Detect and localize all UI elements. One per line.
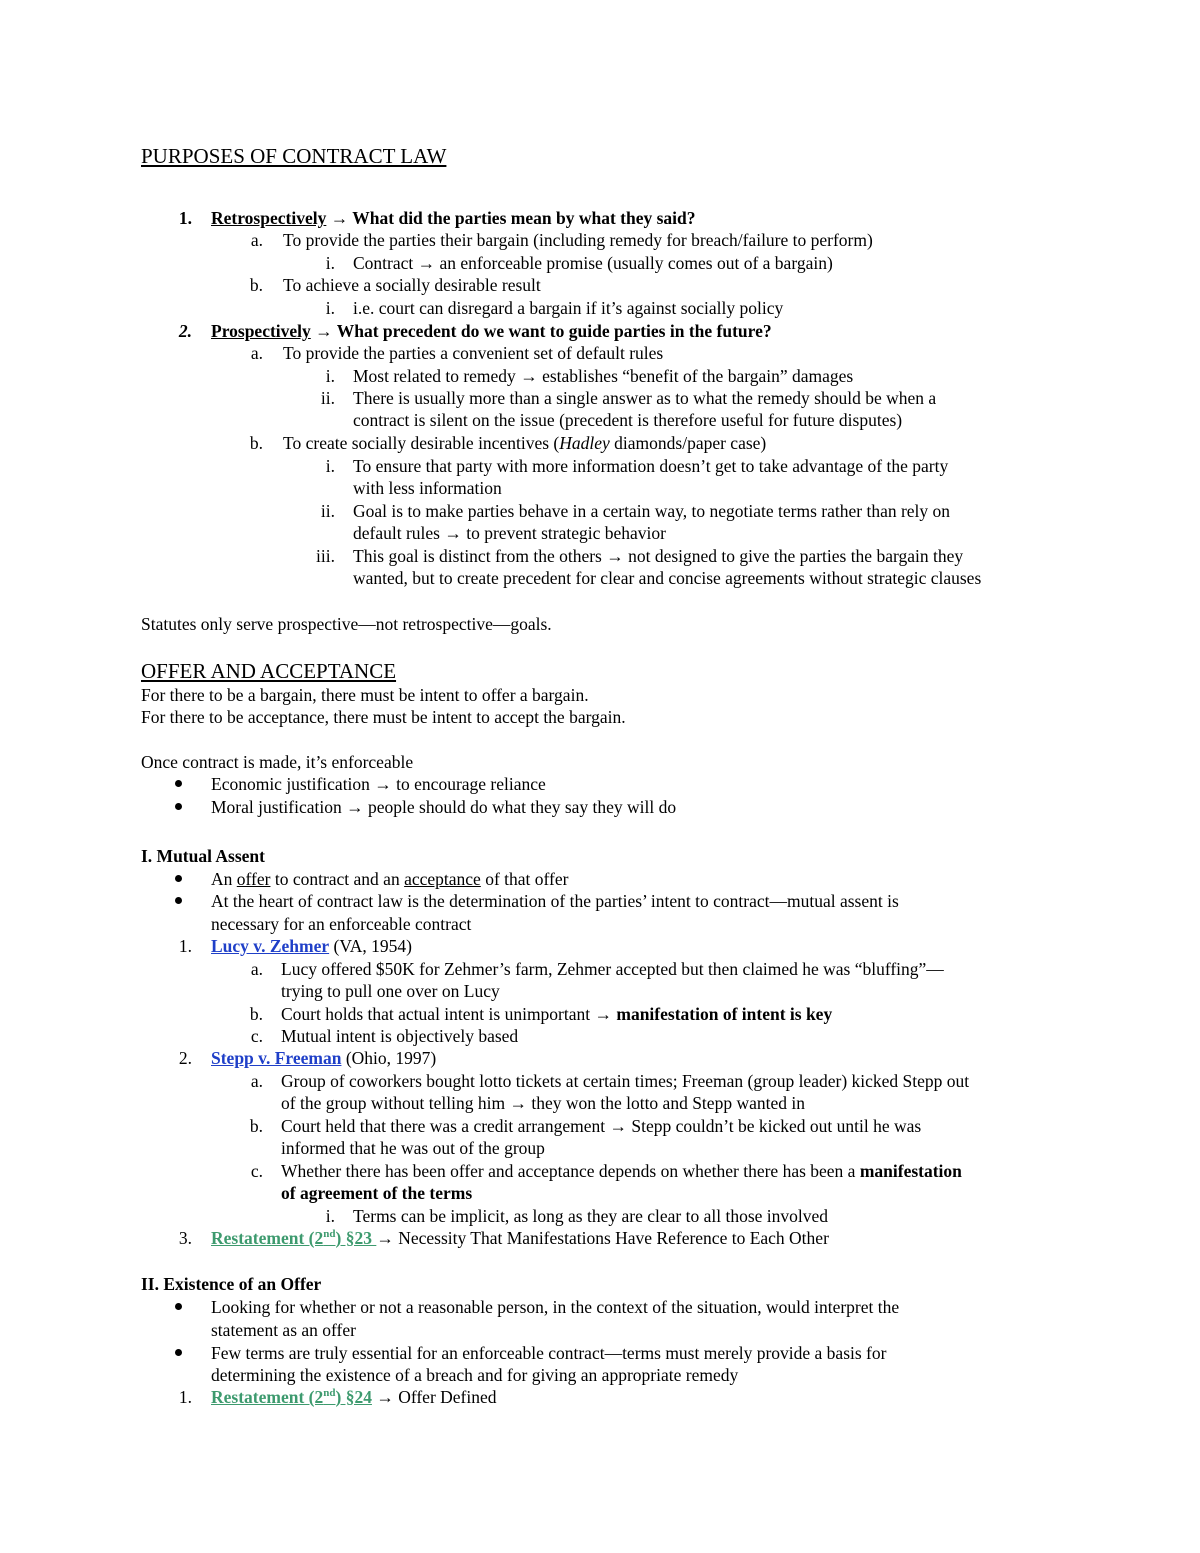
list-item: To provide the parties a convenient set of default rules bbox=[283, 343, 664, 363]
arrow-icon: → bbox=[315, 321, 333, 341]
arrow-icon: → bbox=[594, 1004, 612, 1024]
list-letter: b. bbox=[249, 1116, 263, 1136]
list-roman: i. bbox=[325, 1206, 335, 1226]
section-title-offer-acceptance: OFFER AND ACCEPTANCE bbox=[141, 659, 397, 683]
retrospective-heading: Retrospectively → What did the parties mean by what they said? bbox=[211, 208, 696, 228]
list-item: To provide the parties their bargain (including remedy for breach/failure to perform) bbox=[283, 230, 873, 250]
list-item: Mutual intent is objectively based bbox=[281, 1026, 519, 1046]
arrow-icon: → bbox=[376, 1387, 394, 1407]
bullet-item: An offer to contract and an acceptance of that offer bbox=[211, 869, 569, 889]
restatement-entry: Restatement (2nd) §24 → Offer Defined bbox=[211, 1387, 497, 1407]
list-roman: i. bbox=[325, 253, 335, 273]
list-roman: ii. bbox=[320, 501, 335, 521]
statutes-note: Statutes only serve prospective—not retrospective—goals. bbox=[141, 614, 552, 634]
arrow-icon: → bbox=[606, 546, 624, 566]
paragraph: Once contract is made, it’s enforceable bbox=[141, 752, 414, 772]
section-title-purposes: PURPOSES OF CONTRACT LAW bbox=[141, 144, 447, 168]
bullet-item-continued: determining the existence of a breach and for giving an appropriate remedy bbox=[211, 1365, 739, 1385]
list-roman: i. bbox=[325, 456, 335, 476]
list-letter: c. bbox=[250, 1026, 263, 1046]
arrow-icon: → bbox=[346, 797, 364, 817]
list-letter: a. bbox=[250, 230, 263, 250]
bullet-icon bbox=[175, 875, 182, 882]
list-item: Goal is to make parties behave in a certain way, to negotiate terms rather than rely on bbox=[353, 501, 951, 521]
list-letter: b. bbox=[249, 275, 263, 295]
list-item-continued: informed that he was out of the group bbox=[281, 1138, 545, 1158]
list-item: There is usually more than a single answer as to what the remedy should be when a bbox=[353, 388, 937, 408]
arrow-icon: → bbox=[609, 1116, 627, 1136]
case-entry: Lucy v. Zehmer (VA, 1954) bbox=[211, 936, 412, 956]
case-entry: Stepp v. Freeman (Ohio, 1997) bbox=[211, 1048, 437, 1068]
list-roman: iii. bbox=[316, 546, 335, 566]
list-item-continued: contract is silent on the issue (precedent is therefore useful for future disputes) bbox=[353, 410, 903, 430]
list-item: Court holds that actual intent is unimportant → manifestation of intent is key bbox=[281, 1004, 833, 1024]
bullet-item: Looking for whether or not a reasonable person, in the context of the situation, would interpret the bbox=[211, 1297, 900, 1317]
list-number: 1. bbox=[178, 208, 192, 228]
restatement-entry: Restatement (2nd) §23 → Necessity That Manifestations Have Reference to Each Other bbox=[211, 1228, 829, 1248]
list-item: Lucy offered $50K for Zehmer’s farm, Zehmer accepted but then claimed he was “bluffing”— bbox=[281, 959, 944, 979]
bullet-item: Economic justification → to encourage reliance bbox=[211, 774, 546, 794]
subsection-title-mutual-assent: I. Mutual Assent bbox=[141, 846, 265, 866]
list-letter: c. bbox=[250, 1161, 263, 1181]
subsection-title-existence-of-offer: II. Existence of an Offer bbox=[141, 1274, 322, 1294]
arrow-icon: → bbox=[509, 1093, 527, 1113]
list-item: Terms can be implicit, as long as they are clear to all those involved bbox=[353, 1206, 829, 1226]
list-item: i.e. court can disregard a bargain if it’s against socially policy bbox=[353, 298, 784, 318]
arrow-icon: → bbox=[444, 523, 462, 543]
arrow-icon: → bbox=[376, 1228, 394, 1248]
list-item: Court held that there was a credit arrangement → Stepp couldn’t be kicked out until he was bbox=[281, 1116, 922, 1136]
arrow-icon: → bbox=[417, 253, 436, 273]
list-item-continued: wanted, but to create precedent for clear and concise agreements without strategic clauses bbox=[353, 568, 982, 588]
bullet-item-continued: necessary for an enforceable contract bbox=[211, 914, 472, 934]
bullet-icon bbox=[175, 897, 182, 904]
arrow-icon: → bbox=[330, 208, 349, 228]
list-roman: ii. bbox=[320, 388, 335, 408]
list-roman: i. bbox=[325, 298, 335, 318]
list-number: 1. bbox=[178, 936, 192, 956]
restatement-link-23[interactable]: Restatement (2nd) §23 bbox=[211, 1228, 377, 1248]
list-item: To ensure that party with more information doesn’t get to take advantage of the party bbox=[353, 456, 949, 476]
list-number: 2. bbox=[178, 321, 192, 341]
case-link-stepp-v-freeman[interactable]: Stepp v. Freeman bbox=[211, 1048, 342, 1068]
list-item: This goal is distinct from the others → not designed to give the parties the bargain they bbox=[353, 546, 964, 566]
paragraph: For there to be acceptance, there must be intent to accept the bargain. bbox=[141, 707, 626, 727]
bullet-item: Moral justification → people should do what they say they will do bbox=[211, 797, 677, 817]
restatement-link-24[interactable]: Restatement (2nd) §24 bbox=[211, 1387, 372, 1407]
list-item: Contract → an enforceable promise (usually comes out of a bargain) bbox=[353, 253, 833, 273]
list-letter: a. bbox=[250, 959, 263, 979]
bullet-item: At the heart of contract law is the determination of the parties’ intent to contract—mutual assent is bbox=[211, 891, 899, 911]
list-letter: b. bbox=[249, 433, 263, 453]
bullet-item: Few terms are truly essential for an enforceable contract—terms must merely provide a basis for bbox=[211, 1343, 887, 1363]
list-item-continued: of agreement of the terms bbox=[281, 1183, 473, 1203]
list-item: Group of coworkers bought lotto tickets at certain times; Freeman (group leader) kicked Stepp out bbox=[281, 1071, 970, 1091]
list-item: Whether there has been offer and acceptance depends on whether there has been a manifestation bbox=[281, 1161, 962, 1181]
bullet-icon bbox=[175, 780, 182, 787]
paragraph: For there to be a bargain, there must be intent to offer a bargain. bbox=[141, 685, 589, 705]
list-item: Most related to remedy → establishes “benefit of the bargain” damages bbox=[353, 366, 854, 386]
list-number: 3. bbox=[178, 1228, 192, 1248]
list-number: 2. bbox=[178, 1048, 192, 1068]
list-item-continued: with less information bbox=[353, 478, 502, 498]
bullet-item-continued: statement as an offer bbox=[211, 1320, 356, 1340]
list-number: 1. bbox=[178, 1387, 192, 1407]
list-item-continued: trying to pull one over on Lucy bbox=[281, 981, 500, 1001]
list-roman: i. bbox=[325, 366, 335, 386]
list-item-continued: default rules → to prevent strategic behavior bbox=[353, 523, 666, 543]
bullet-icon bbox=[175, 1349, 182, 1356]
arrow-icon: → bbox=[374, 774, 392, 794]
arrow-icon: → bbox=[520, 366, 538, 386]
case-link-lucy-v-zehmer[interactable]: Lucy v. Zehmer bbox=[211, 936, 330, 956]
bullet-icon bbox=[175, 1303, 182, 1310]
list-letter: a. bbox=[250, 1071, 263, 1091]
prospective-heading: Prospectively → What precedent do we want to guide parties in the future? bbox=[211, 321, 772, 341]
list-item: To create socially desirable incentives (Hadley diamonds/paper case) bbox=[283, 433, 767, 453]
bullet-icon bbox=[175, 803, 182, 810]
list-letter: b. bbox=[249, 1004, 263, 1024]
list-item-continued: of the group without telling him → they won the lotto and Stepp wanted in bbox=[281, 1093, 805, 1113]
list-item: To achieve a socially desirable result bbox=[283, 275, 541, 295]
list-letter: a. bbox=[250, 343, 263, 363]
